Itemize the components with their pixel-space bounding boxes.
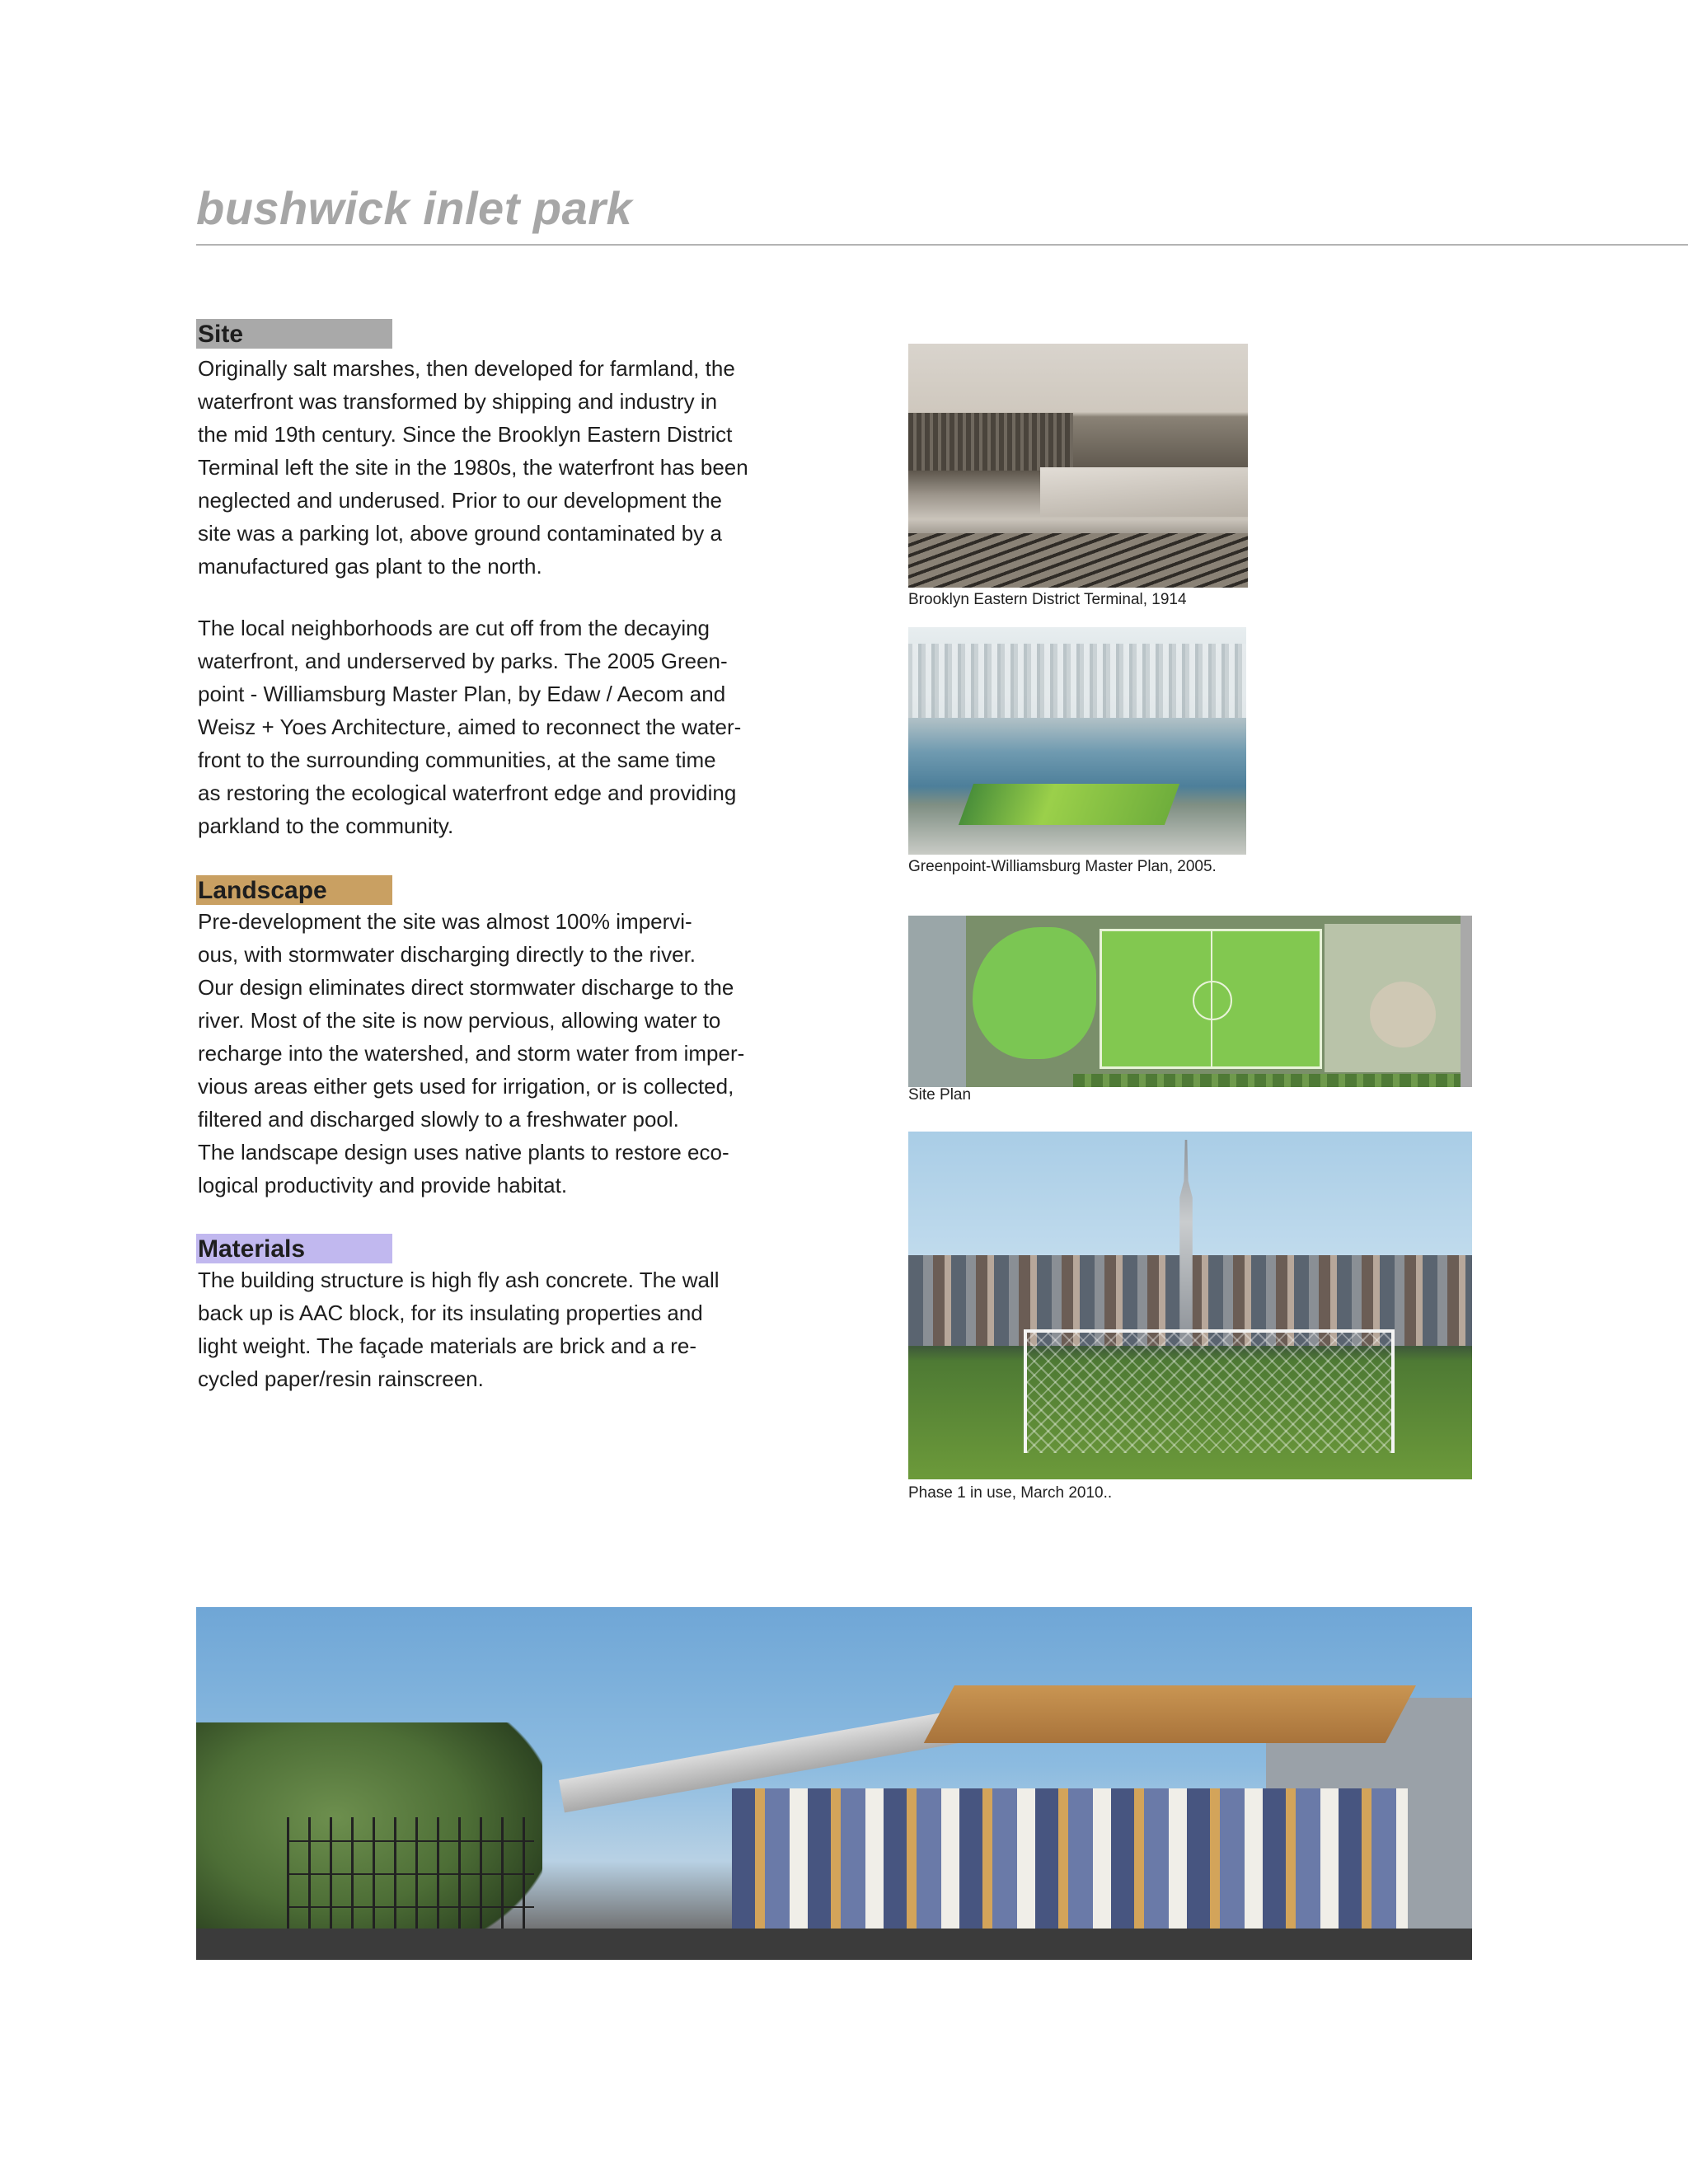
soccer-goal-net	[1024, 1329, 1395, 1453]
site-paragraph-2: The local neighborhoods are cut off from the decaying waterfront, and underserved by parks. The 2005 Green- point - Williamsburg Master Plan, by Edaw / Aecom and Weisz + Yoes Architecture, aimed to reconnect the water- front to the surrounding communities, at the same time as restoring the ecological waterfront edge and providing parkland to the community.	[198, 616, 742, 838]
site-plan-lawn	[973, 927, 1096, 1059]
terminal-1914-photo	[908, 344, 1248, 588]
phase1-photo	[908, 1132, 1472, 1479]
master-plan-park	[959, 784, 1179, 825]
site-paragraph-1: Originally salt marshes, then developed for farmland, the waterfront was transformed by shipping and industry in the mid 19th century. Since the Brooklyn Eastern District Terminal left the site in the 1980s, the waterfront has been neglected and underused. Prior to our development the site was a parking lot, above ground contaminated by a manufactured gas plant to the north.	[198, 356, 748, 579]
master-plan-render	[908, 627, 1246, 855]
title-rule	[196, 244, 1688, 246]
site-plan-building	[1370, 982, 1436, 1047]
field-center-circle	[1193, 981, 1232, 1020]
landscape-heading: Landscape	[196, 875, 392, 905]
master-plan-skyline	[908, 644, 1246, 718]
site-plan-image	[908, 916, 1472, 1087]
terminal-building	[908, 413, 1073, 471]
building-rendering	[196, 1607, 1472, 1960]
site-plan-soccer-field	[1100, 929, 1322, 1069]
site-plan-water	[908, 916, 966, 1087]
rendering-street	[196, 1929, 1472, 1960]
materials-paragraph: The building structure is high fly ash concrete. The wall back up is AAC block, for its insulating properties and light weight. The façade materials are brick and a re- cycled paper/resin rainscreen.	[198, 1268, 720, 1391]
site-heading: Site	[196, 319, 392, 349]
terminal-rail-yard	[908, 533, 1248, 588]
site-plan-edge	[1461, 916, 1472, 1087]
terminal-pier	[1040, 467, 1248, 517]
master-plan-caption: Greenpoint-Williamsburg Master Plan, 2005.	[908, 858, 1217, 875]
landscape-paragraph: Pre-development the site was almost 100% impervi- ous, with stormwater discharging directly to the river. Our design eliminates direct stormwater discharge to the river. Most of the site is now pervious, allowing water to recharge into the watershed, and storm water from imper- vious areas either gets used for irrigation, or is collected, filtered and discharged slowly to a freshwater pool. The landscape design uses native plants to restore eco- logical productivity and provide habitat.	[198, 909, 745, 1197]
materials-heading: Materials	[196, 1234, 392, 1263]
phase1-caption: Phase 1 in use, March 2010..	[908, 1484, 1113, 1502]
terminal-caption: Brooklyn Eastern District Terminal, 1914	[908, 591, 1187, 608]
site-plan-caption: Site Plan	[908, 1086, 972, 1104]
site-plan-tree-row	[1073, 1074, 1472, 1087]
page-title: bushwick inlet park	[196, 182, 633, 234]
rendering-canopy-roof	[924, 1685, 1416, 1743]
rendering-fence	[287, 1817, 534, 1941]
rendering-building-facade	[732, 1788, 1408, 1929]
